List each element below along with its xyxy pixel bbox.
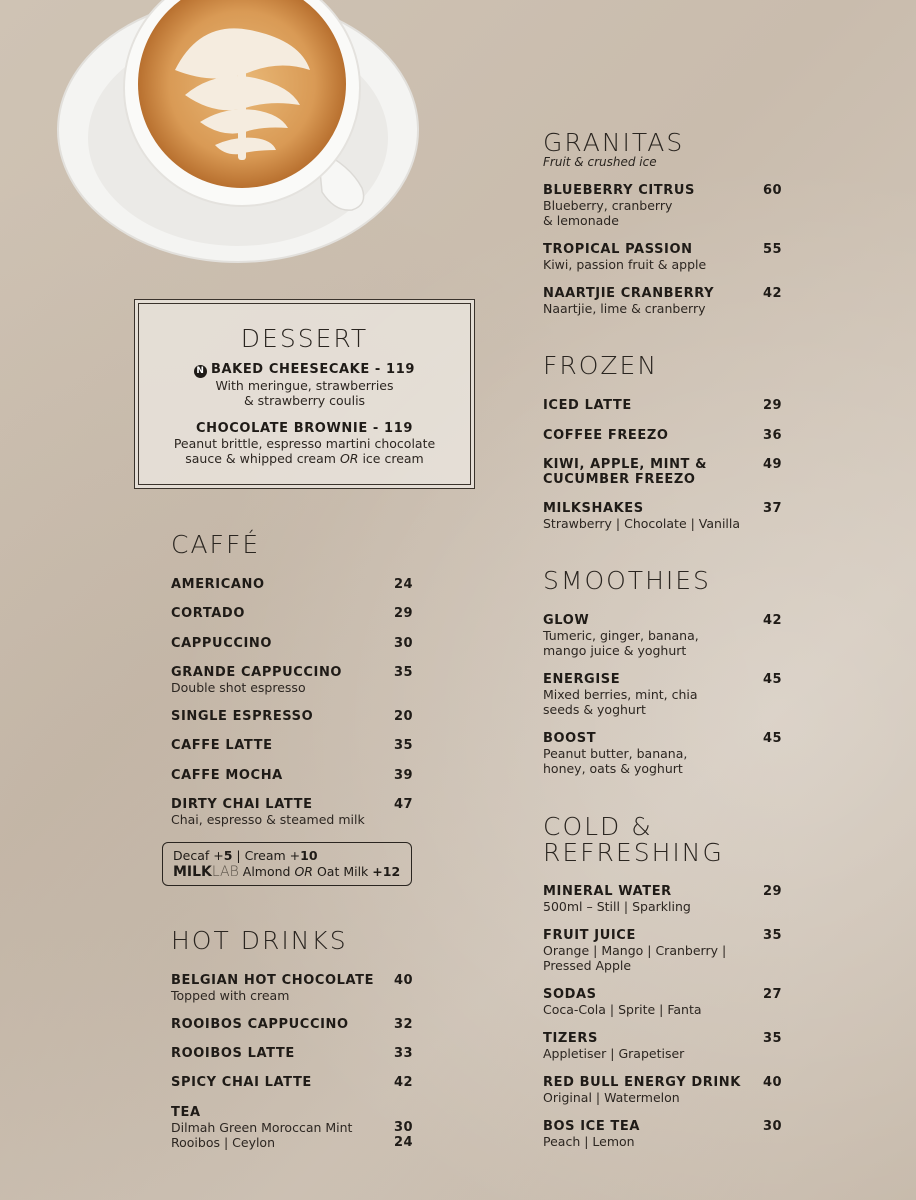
menu-item-price: 42 bbox=[394, 1075, 414, 1090]
menu-item-price: 32 bbox=[394, 1017, 414, 1032]
menu-item: ENERGISE Mixed berries, mint, chia seeds & yoghurt bbox=[543, 672, 698, 717]
menu-item: BLUEBERRY CITRUS Blueberry, cranberry & lemonade bbox=[543, 183, 695, 228]
menu-item: MINERAL WATER 500ml – Still | Sparkling bbox=[543, 884, 691, 914]
menu-item-price: 42 bbox=[763, 613, 783, 628]
menu-item: SPICY CHAI LATTE bbox=[171, 1075, 312, 1090]
menu-item: BELGIAN HOT CHOCOLATE Topped with cream bbox=[171, 973, 375, 1003]
menu-item-price: 39 bbox=[394, 768, 414, 783]
menu-item: TEA Dilmah Green Moroccan Mint Rooibos | Ceylon bbox=[171, 1105, 353, 1150]
menu-item-price: 24 bbox=[394, 1135, 414, 1150]
menu-item-price: 36 bbox=[763, 428, 783, 443]
dessert-section bbox=[134, 299, 475, 489]
menu-item-price: 40 bbox=[394, 973, 414, 988]
frozen-title: FROZEN bbox=[543, 351, 659, 380]
menu-item: ROOIBOS LATTE bbox=[171, 1046, 295, 1061]
menu-item-price: 55 bbox=[763, 242, 783, 257]
menu-item: BOOST Peanut butter, banana, honey, oats & yoghurt bbox=[543, 731, 688, 776]
menu-item-price: 29 bbox=[394, 606, 414, 621]
menu-item: NAARTJIE CRANBERRY Naartjie, lime & cranberry bbox=[543, 286, 715, 316]
caffe-title: CAFFÉ bbox=[171, 530, 261, 559]
granitas-subtitle: Fruit & crushed ice bbox=[543, 155, 657, 169]
menu-item: KIWI, APPLE, MINT & CUCUMBER FREEZO bbox=[543, 457, 708, 487]
menu-item-price: 35 bbox=[763, 1031, 783, 1046]
menu-item: GRANDE CAPPUCCINO Double shot espresso bbox=[171, 665, 343, 695]
menu-item-price: 33 bbox=[394, 1046, 414, 1061]
menu-item: MILKSHAKES Strawberry | Chocolate | Vanilla bbox=[543, 501, 741, 531]
menu-item-price: 45 bbox=[763, 672, 783, 687]
menu-item-price: 47 bbox=[394, 797, 414, 812]
hot-drinks-title: HOT DRINKS bbox=[171, 926, 348, 955]
menu-item-price: 45 bbox=[763, 731, 783, 746]
granitas-title: GRANITAS bbox=[543, 128, 685, 157]
menu-item: DIRTY CHAI LATTE Chai, espresso & steamed milk bbox=[171, 797, 365, 827]
menu-item: SODAS Coca-Cola | Sprite | Fanta bbox=[543, 987, 702, 1017]
menu-item: CORTADO bbox=[171, 606, 245, 621]
menu-item: CAPPUCCINO bbox=[171, 636, 273, 651]
menu-item: AMERICANO bbox=[171, 577, 265, 592]
menu-item-price: 30 bbox=[394, 1120, 414, 1135]
cold-title: COLD & bbox=[543, 812, 653, 841]
nut-allergen-icon: N bbox=[194, 365, 207, 378]
menu-item-price: 49 bbox=[763, 457, 783, 472]
dessert-title: DESSERT bbox=[240, 324, 369, 353]
menu-item-price: 27 bbox=[763, 987, 783, 1002]
menu-item-price: 24 bbox=[394, 577, 414, 592]
menu-item-price: 29 bbox=[763, 398, 783, 413]
menu-item-price: 42 bbox=[763, 286, 783, 301]
menu-item: SINGLE ESPRESSO bbox=[171, 709, 314, 724]
menu-item: ROOIBOS CAPPUCCINO bbox=[171, 1017, 349, 1032]
menu-item: TIZERS Appletiser | Grapetiser bbox=[543, 1031, 685, 1061]
milklab-logo: MILK bbox=[173, 864, 212, 880]
menu-item: BOS ICE TEA Peach | Lemon bbox=[543, 1119, 641, 1149]
menu-item-price: 20 bbox=[394, 709, 414, 724]
menu-item-price: 35 bbox=[394, 738, 414, 753]
dessert-item: CHOCOLATE BROWNIE - 119 Peanut brittle, espresso martini chocolate sauce & whipped cream OR ice cream bbox=[173, 421, 436, 466]
menu-item-price: 40 bbox=[763, 1075, 783, 1090]
menu-item-price: 35 bbox=[763, 928, 783, 943]
caffe-extras-box: Decaf +5 | Cream +10 MILKLAB Almond OR Oat Milk +12 bbox=[162, 842, 412, 886]
coffee-cup-image bbox=[0, 0, 420, 270]
menu-item-price: 37 bbox=[763, 501, 783, 516]
menu-item-price: 35 bbox=[394, 665, 414, 680]
smoothies-title: SMOOTHIES bbox=[543, 566, 711, 595]
cold-title-line2: REFRESHING bbox=[543, 838, 724, 867]
menu-item: CAFFE MOCHA bbox=[171, 768, 283, 783]
menu-item-price: 30 bbox=[763, 1119, 783, 1134]
menu-item: RED BULL ENERGY DRINK Original | Watermelon bbox=[543, 1075, 741, 1105]
menu-item-price: 30 bbox=[394, 636, 414, 651]
menu-item-price: 60 bbox=[763, 183, 783, 198]
menu-item: COFFEE FREEZO bbox=[543, 428, 669, 443]
menu-item: CAFFE LATTE bbox=[171, 738, 273, 753]
menu-item-price: 29 bbox=[763, 884, 783, 899]
menu-item: ICED LATTE bbox=[543, 398, 632, 413]
menu-item: FRUIT JUICE Orange | Mango | Cranberry | Pressed Apple bbox=[543, 928, 727, 973]
menu-item: TROPICAL PASSION Kiwi, passion fruit & apple bbox=[543, 242, 707, 272]
dessert-item: N BAKED CHEESECAKE - 119 With meringue, strawberries & strawberry coulis bbox=[135, 362, 474, 408]
menu-item: GLOW Tumeric, ginger, banana, mango juice & yoghurt bbox=[543, 613, 699, 658]
